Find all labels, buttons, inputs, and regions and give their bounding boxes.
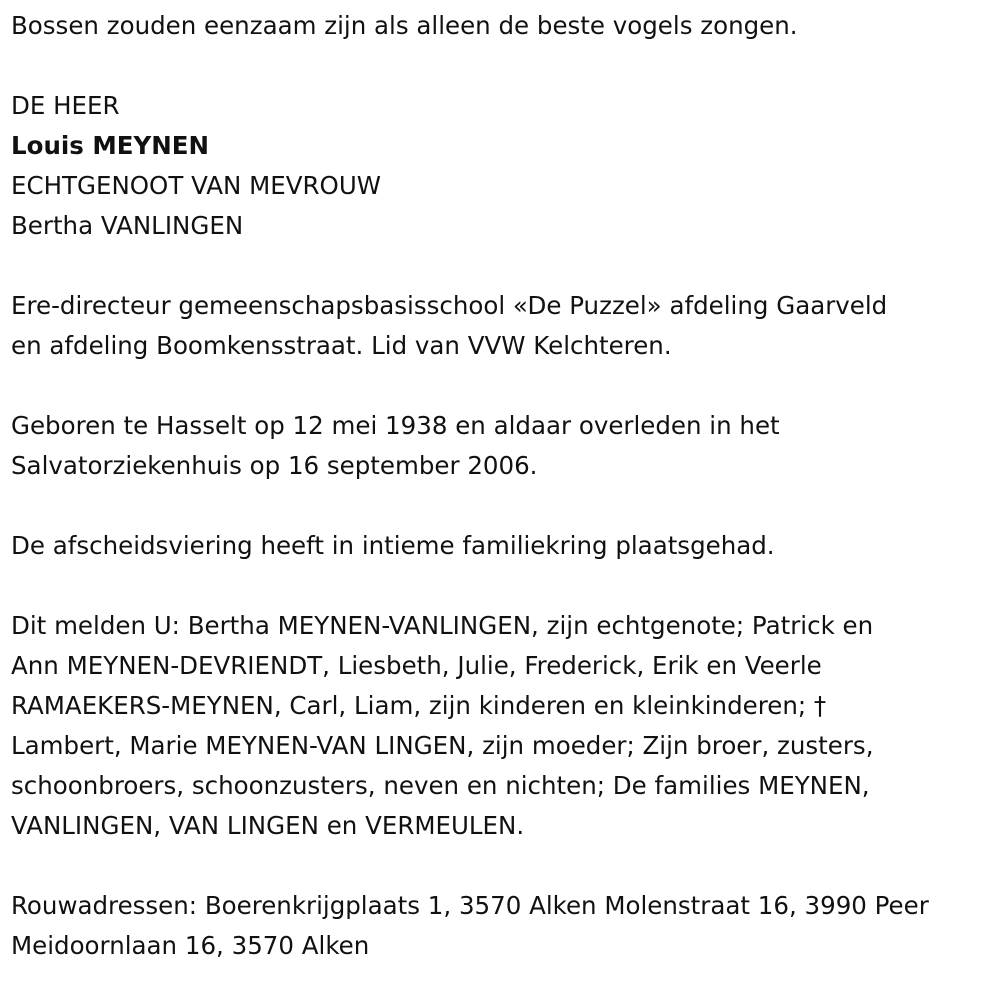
address-line: Rouwadressen: Boerenkrijgplaats 1, 3570 Alken Molenstraat 16, 3990 Peer [11, 891, 929, 920]
deceased-name: Louis MEYNEN [11, 131, 209, 160]
spacer [11, 246, 996, 286]
spouse-label: ECHTGENOOT VAN MEVROUW [11, 171, 382, 200]
obituary-document [11, 0, 996, 966]
announcement-line: Ann MEYNEN-DEVRIENDT, Liesbeth, Julie, Frederick, Erik en Veerle [11, 651, 822, 680]
birth-death-paragraph [11, 406, 996, 486]
motto-line: Bossen zouden eenzaam zijn als alleen de beste vogels zongen. [11, 11, 798, 40]
spouse-name: Bertha VANLINGEN [11, 211, 244, 240]
announcement-paragraph [11, 606, 996, 846]
career-line: en afdeling Boomkensstraat. Lid van VVW Kelchteren. [11, 331, 672, 360]
career-line: Ere-directeur gemeenschapsbasisschool «De Puzzel» afdeling Gaarveld [11, 291, 888, 320]
announcement-line: RAMAEKERS-MEYNEN, Carl, Liam, zijn kinderen en kleinkinderen; † [11, 691, 827, 720]
spacer [11, 46, 996, 86]
ceremony-line: De afscheidsviering heeft in intieme familiekring plaatsgehad. [11, 531, 775, 560]
spacer [11, 846, 996, 886]
spacer [11, 486, 996, 526]
announcement-line: schoonbroers, schoonzusters, neven en nichten; De families MEYNEN, [11, 771, 870, 800]
addresses-paragraph [11, 886, 996, 966]
title-prefix: DE HEER [11, 91, 120, 120]
career-paragraph [11, 286, 996, 366]
address-line: Meidoornlaan 16, 3570 Alken [11, 931, 370, 960]
spacer [11, 366, 996, 406]
spacer [11, 566, 996, 606]
birth-death-line: Geboren te Hasselt op 12 mei 1938 en aldaar overleden in het [11, 411, 780, 440]
announcement-line: Dit melden U: Bertha MEYNEN-VANLINGEN, zijn echtgenote; Patrick en [11, 611, 874, 640]
announcement-line: Lambert, Marie MEYNEN-VAN LINGEN, zijn moeder; Zijn broer, zusters, [11, 731, 874, 760]
announcement-line: VANLINGEN, VAN LINGEN en VERMEULEN. [11, 811, 525, 840]
birth-death-line: Salvatorziekenhuis op 16 september 2006. [11, 451, 538, 480]
